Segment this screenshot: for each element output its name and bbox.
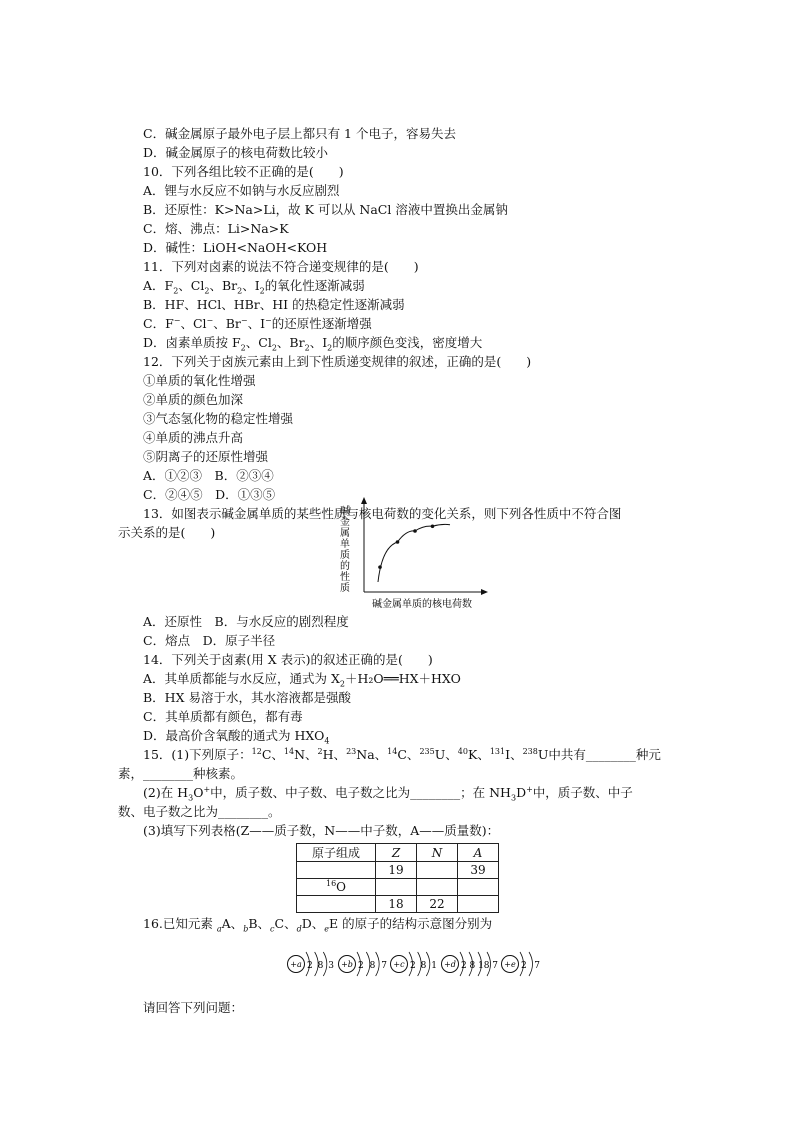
q15-part2: (2)在 $H_3O^+$中，质子数、中子数、电子数之比为________；在 $NH_3D^+$中，质子数、中子 [143,784,633,803]
q15-part1: 15．(1)下列原子：$^{12}$C、$^{14}$N、$^2$H、$^{23}$Na、$^{14}$C、$^{235}$U、$^{40}$K、$^{131}$I、$^{238}$U中共有________种元 [143,746,661,762]
table-row [297,879,499,896]
shell-electron-counts: 2 8 18 7 [461,961,498,971]
y-axis-arrow [361,497,367,504]
q12-item-4: ④单质的沸点升高 [143,430,244,445]
q12-item-2: ②单质的颜色加深 [143,392,244,407]
table-cell [458,896,499,913]
chart-ylabel: 碱金属单质的性质 [337,505,349,593]
q12-item-1: ①单质的氧化性增强 [143,373,256,388]
q10-stem: 10．下列各组比较不正确的是( ) [143,164,344,179]
q14-option-c: C．其单质都有颜色，都有毒 [143,709,303,724]
q10-option-a: A．锂与水反应不如钠与水反应剧烈 [143,183,340,198]
x-axis-arrow [481,589,488,595]
nucleus-charge: +b [341,960,353,969]
q9-option-c: C．碱金属原子最外电子层上都只有 1 个电子，容易失去 [143,126,456,141]
atom-structure-diagram [389,947,439,981]
table-cell: 22 [417,896,458,913]
table-cell: 18 [376,896,417,913]
q12-stem: 12．下列关于卤族元素由上到下性质递变规律的叙述，正确的是( ) [143,354,532,369]
q14-option-b: B．HX 易溶于水，其水溶液都是强酸 [143,690,351,705]
q16-prompt: 请回答下列问题： [143,1000,244,1015]
q11-option-b: B．HF、HCl、HBr、HI 的热稳定性逐渐减弱 [143,297,405,312]
q11-stem: 11．下列对卤素的说法不符合递变规律的是( ) [143,259,419,274]
element-symbol: $_c$C [270,916,285,934]
atom-structure-diagram [337,947,389,981]
table-cell: 19 [376,862,417,879]
element-symbol: $_d$D [296,916,312,934]
element-symbol: $_b$B [243,916,258,934]
nucleus-charge: +c [393,960,405,969]
alkali-metal-property-chart [337,495,490,613]
element-symbol: $_a$A [216,916,231,934]
atom-structure-diagram [440,947,500,981]
nuclide: $^{14}$C [387,746,407,762]
table-cell [297,896,376,913]
chart-xlabel: 碱金属单质的核电荷数 [372,599,472,610]
table-header: Z [376,844,417,862]
q10-option-b: B．还原性：K>Na>Li，故 K 可以从 NaCl 溶液中置换出金属钠 [143,202,508,217]
atom-table [296,843,499,913]
table-header-row [297,844,499,862]
nuclide: $^{40}$K [457,746,478,762]
shell-electron-counts: 2 8 1 [410,961,437,971]
q15-part3: (3)填写下列表格(Z——质子数，N——中子数，A——质量数)： [143,823,500,838]
q13-stem: 13．如图表示碱金属单质的某些性质与核电荷数的变化关系，则下列各性质中不符合图 [143,506,622,521]
table-cell [458,879,499,896]
q14-option-a: A．其单质都能与水反应，通式为 $X_2+H_2O══HX+HXO$ [143,671,461,689]
shell-electron-counts: 2 8 3 [307,961,334,971]
shell-electron-counts: 2 8 7 [358,961,387,971]
table-header: 原子组成 [297,844,376,862]
table-header: A [458,844,499,862]
series-curve [378,524,450,582]
data-point [431,524,435,528]
nucleus-charge: +e [504,960,516,969]
q11-option-c: C．F−、Cl−、Br−、I−的还原性逐渐增强 [143,315,372,331]
q11-option-d: D．卤素单质按 $F_2$、$Cl_2$、$Br_2$、$I_2$的顺序颜色变浅，密度增大 [143,335,483,353]
q12-options-cd: C．②④⑤ D．①③⑤ [143,487,276,502]
nuclide: $^{131}$I [489,746,511,762]
q13-stem-cont: 示关系的是( ) [118,525,216,540]
data-point [413,529,417,533]
table-cell [417,862,458,879]
nucleus-charge: +d [444,960,456,969]
q9-option-d: D．碱金属原子的核电荷数比较小 [143,145,329,160]
q10-option-d: D．碱性：LiOH<NaOH<KOH [143,240,328,255]
table-header: N [417,844,458,862]
atom-structure-diagram [500,947,542,981]
q10-option-c: C．熔、沸点：Li>Na>K [143,221,289,236]
nuclide: $^{23}$Na [346,746,375,762]
q12-item-3: ③气态氢化物的稳定性增强 [143,411,294,426]
table-row [297,862,499,879]
nuclide: $^{235}$U [419,746,446,762]
q14-option-d: D．最高价含氧酸的通式为 $HXO_4$ [143,728,330,746]
q11-option-a: A．$F_2$、$Cl_2$、$Br_2$、$I_2$的氧化性逐渐减弱 [143,278,365,296]
q15-part2-cont: 数、电子数之比为________。 [118,804,281,819]
nuclide: $^{238}$U [522,746,549,762]
shell-electron-counts: 2 7 [521,961,540,971]
q13-options-cd: C．熔点 D．原子半径 [143,633,276,648]
element-symbol: $_e$E [324,916,339,934]
nuclide: $^2$H [317,746,334,762]
table-cell: 39 [458,862,499,879]
atom-structure-diagram [286,947,336,981]
table-cell [297,862,376,879]
q16-stem: 16.已知元素 $_a$A、$_b$B、$_c$C、$_d$D、$_e$E 的原子的结构示意图分别为 [143,916,493,934]
table-cell: $^{16}$O [297,879,376,896]
q15-part1-cont: 素，________种核素。 [118,766,244,781]
data-point [396,540,400,544]
nuclide: $^{12}$C [251,746,272,762]
q12-options-ab: A．①②③ B．②③④ [143,468,274,483]
q12-item-5: ⑤阴离子的还原性增强 [143,449,269,464]
table-cell [417,879,458,896]
table-row [297,896,499,913]
q14-stem: 14．下列关于卤素(用 X 表示)的叙述正确的是( ) [143,652,433,667]
nuclide: $^{14}$N [283,746,306,762]
data-point [378,565,382,569]
table-cell [376,879,417,896]
q13-options-ab: A．还原性 B．与水反应的剧烈程度 [143,614,349,629]
nucleus-charge: +a [290,960,302,969]
